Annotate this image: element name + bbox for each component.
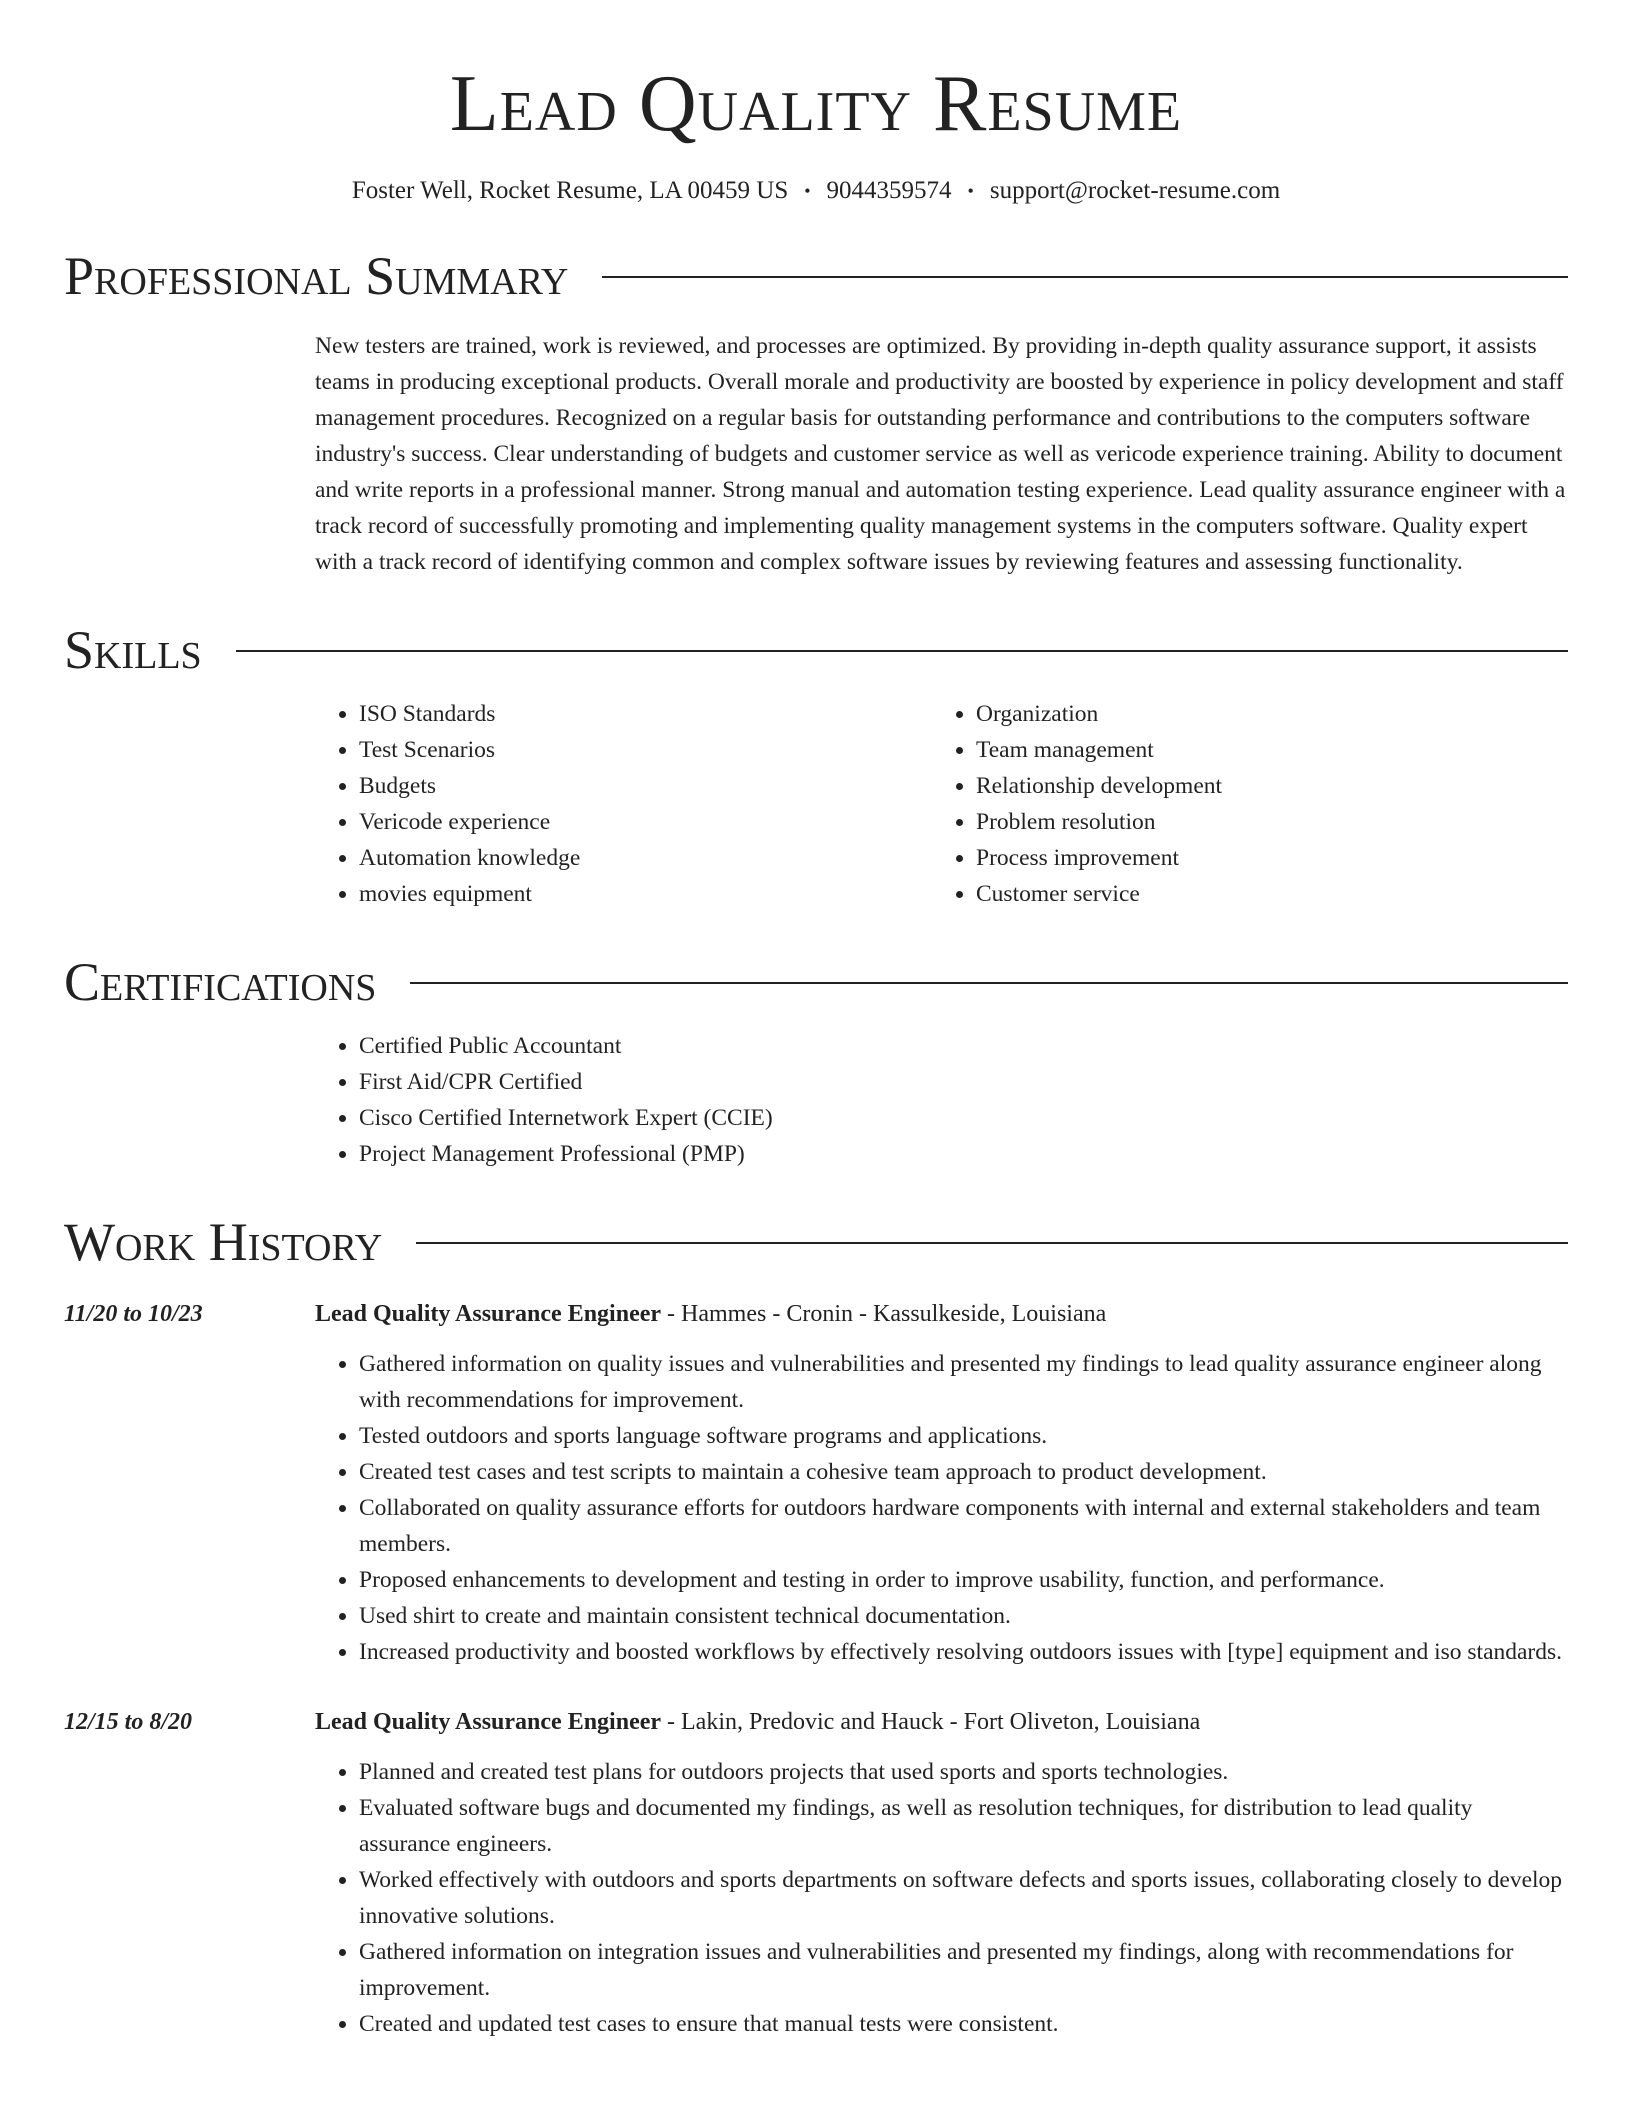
job-company-location: - Lakin, Predovic and Hauck - Fort Oliveton, Louisiana xyxy=(661,1709,1201,1735)
skill-item: • Customer service xyxy=(976,876,1549,912)
skill-item: • Organization xyxy=(976,696,1549,732)
phone: 9044359574 xyxy=(826,177,952,204)
certification-item: • Certified Public Accountant xyxy=(359,1028,1568,1064)
skills-heading: Skills xyxy=(64,620,202,680)
job-bullet: • Tested outdoors and sports language software programs and applications. xyxy=(359,1418,1568,1454)
job-bullet: • Created test cases and test scripts to maintain a cohesive team approach to product development. xyxy=(359,1454,1568,1490)
summary-text: New testers are trained, work is reviewed, and processes are optimized. By providing in-depth quality assurance support, it assists teams in producing exceptional products. Overall morale and productivity are boosted by experience in policy development and staff management procedures. Recognized on a regular basis for outstanding performance and contributions to the computers software industry's success. Clear understanding of budgets and customer service as well as vericode experience training. Ability to document and write reports in a professional manner. Strong manual and automation testing experience. Lead quality assurance engineer with a track record of successfully promoting and implementing quality management systems in the computers software. Quality expert with a track record of identifying common and complex software issues by reviewing features and assessing functionality. xyxy=(315,333,1566,575)
job-company-location: - Hammes - Cronin - Kassulkeside, Louisiana xyxy=(661,1301,1107,1327)
address: Foster Well, Rocket Resume, LA 00459 US xyxy=(351,177,789,204)
job-title: Lead Quality Assurance Engineer xyxy=(315,1709,662,1735)
job-entry xyxy=(64,1294,1568,1670)
job-title-line xyxy=(315,1702,1568,1742)
skill-item: • Problem resolution xyxy=(976,804,1549,840)
job-bullets xyxy=(315,1754,1568,2042)
certification-item: • Cisco Certified Internetwork Expert (CCIE) xyxy=(359,1100,1568,1136)
skill-item: • Automation knowledge xyxy=(359,840,932,876)
section-divider xyxy=(410,982,1568,984)
job-title: Lead Quality Assurance Engineer xyxy=(315,1301,662,1327)
skill-item: • Budgets xyxy=(359,768,932,804)
skill-item: • movies equipment xyxy=(359,876,932,912)
skills-list xyxy=(315,696,1568,912)
job-bullet: • Collaborated on quality assurance efforts for outdoors hardware components with internal and external stakeholders and team members. xyxy=(359,1490,1568,1562)
certifications-heading: Certifications xyxy=(64,952,377,1012)
job-bullet: • Gathered information on integration issues and vulnerabilities and presented my findings, along with recommendations for improvement. xyxy=(359,1934,1568,2006)
job-bullet: • Worked effectively with outdoors and sports departments on software defects and sports issues, collaborating closely to develop innovative solutions. xyxy=(359,1862,1568,1934)
job-body xyxy=(315,1294,1568,1670)
section-divider xyxy=(236,650,1568,652)
certification-item: • First Aid/CPR Certified xyxy=(359,1064,1568,1100)
job-bullet: • Increased productivity and boosted workflows by effectively resolving outdoors issues with [type] equipment and iso standards. xyxy=(359,1634,1568,1670)
job-entry xyxy=(64,1702,1568,2042)
skill-item: • Process improvement xyxy=(976,840,1549,876)
contact-line xyxy=(64,176,1568,206)
skill-item: • Relationship development xyxy=(976,768,1549,804)
work-history-section-header xyxy=(64,1212,1568,1272)
job-bullet: • Used shirt to create and maintain consistent technical documentation. xyxy=(359,1598,1568,1634)
contact-separator: • xyxy=(804,181,811,201)
skill-item: • Team management xyxy=(976,732,1549,768)
certification-item: • Project Management Professional (PMP) xyxy=(359,1136,1568,1172)
summary-heading: Professional Summary xyxy=(64,246,569,306)
resume-page xyxy=(64,0,1568,2112)
summary-section-header xyxy=(64,246,1568,306)
work-history-heading: Work History xyxy=(64,1212,383,1272)
job-bullet: • Gathered information on quality issues and vulnerabilities and presented my findings to lead quality assurance engineer along with recommendations for improvement. xyxy=(359,1346,1568,1418)
skills-column-left xyxy=(315,696,932,912)
job-bullet: • Planned and created test plans for outdoors projects that used sports and sports technologies. xyxy=(359,1754,1568,1790)
job-bullet: • Evaluated software bugs and documented my findings, as well as resolution techniques, for distribution to lead quality assurance engineers. xyxy=(359,1790,1568,1862)
section-divider xyxy=(416,1242,1568,1244)
skill-item: • Vericode experience xyxy=(359,804,932,840)
job-bullets xyxy=(315,1346,1568,1670)
job-title-line xyxy=(315,1294,1568,1334)
certifications-list xyxy=(315,1028,1568,1172)
email: support@rocket-resume.com xyxy=(989,177,1281,204)
job-bullet: • Proposed enhancements to development and testing in order to improve usability, function, and performance. xyxy=(359,1562,1568,1598)
skills-column-right xyxy=(932,696,1549,912)
skill-item: • Test Scenarios xyxy=(359,732,932,768)
job-dates: 12/15 to 8/20 xyxy=(64,1709,193,1735)
skills-section-header xyxy=(64,620,1568,680)
job-dates: 11/20 to 10/23 xyxy=(64,1301,203,1327)
resume-title: Lead Quality Resume xyxy=(449,60,1183,148)
contact-separator: • xyxy=(967,181,974,201)
certifications-section-header xyxy=(64,952,1568,1012)
skill-item: • ISO Standards xyxy=(359,696,932,732)
job-bullet: • Created and updated test cases to ensure that manual tests were consistent. xyxy=(359,2006,1568,2042)
job-body xyxy=(315,1702,1568,2042)
section-divider xyxy=(602,276,1568,278)
